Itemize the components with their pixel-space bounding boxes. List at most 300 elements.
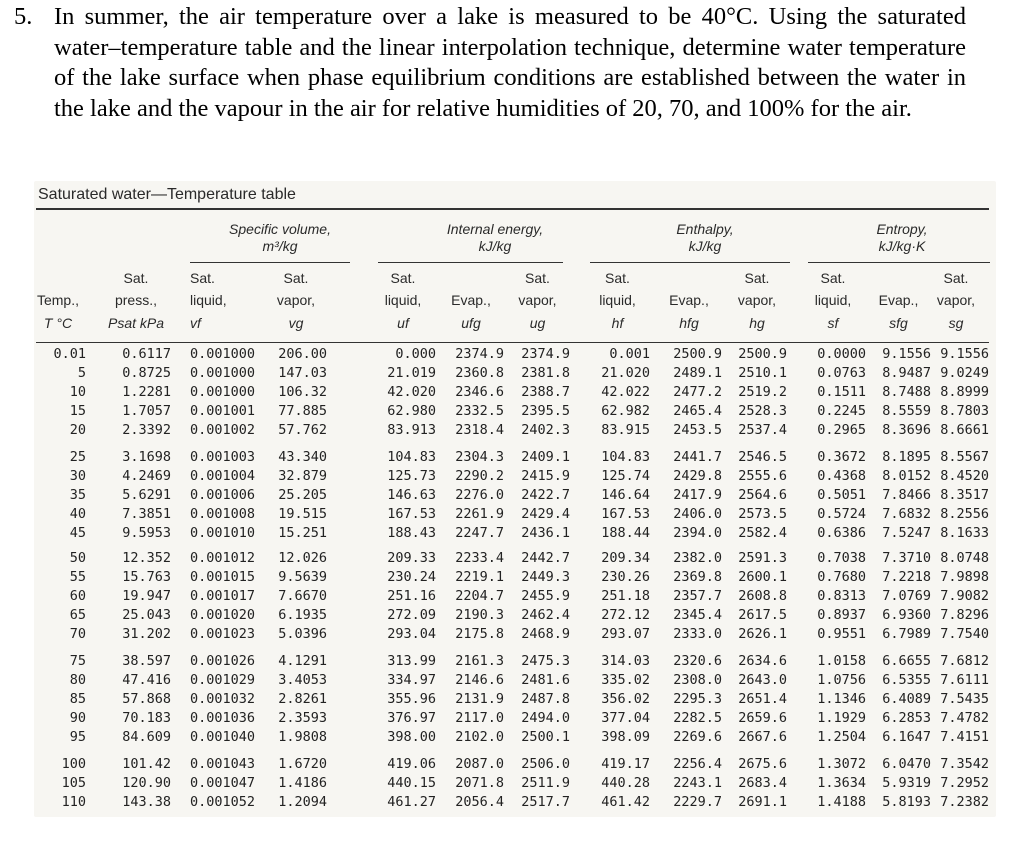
table-title: Saturated water—Temperature table — [38, 186, 296, 203]
table-cell: 0.001026 — [190, 653, 256, 669]
table-cell: 2056.4 — [455, 794, 504, 810]
table-cell: 7.9898 — [940, 569, 989, 585]
table-cell: 0.001004 — [190, 468, 256, 484]
column-header-2-line-3: vf — [190, 315, 201, 331]
column-header-2-line-1: Sat. — [190, 270, 215, 286]
table-cell: 8.7803 — [940, 403, 989, 419]
table-cell: 2517.7 — [521, 794, 570, 810]
table-cell: 2608.8 — [738, 588, 787, 604]
table-cell: 419.06 — [387, 756, 436, 772]
column-header-8-line-2: Evap., — [669, 292, 709, 308]
table-cell: 293.04 — [387, 626, 436, 642]
table-cell: 125.74 — [601, 468, 650, 484]
table-cell: 8.2556 — [940, 506, 989, 522]
table-row — [0, 729, 1024, 748]
table-cell: 2626.1 — [738, 626, 787, 642]
table-cell: 9.5953 — [122, 525, 171, 541]
table-cell: 2528.3 — [738, 403, 787, 419]
table-cell: 2332.5 — [455, 403, 504, 419]
table-cell: 7.5247 — [882, 525, 931, 541]
table-cell: 2374.9 — [521, 346, 570, 362]
table-cell: 2256.4 — [673, 756, 722, 772]
table-cell: 272.12 — [601, 607, 650, 623]
table-cell: 167.53 — [387, 506, 436, 522]
table-cell: 0.001029 — [190, 672, 256, 688]
table-cell: 0.001032 — [190, 691, 256, 707]
column-header-8-line-3: hfg — [679, 315, 699, 331]
table-cell: 25.043 — [122, 607, 171, 623]
table-cell: 2500.1 — [521, 729, 570, 745]
table-cell: 230.24 — [387, 569, 436, 585]
table-row — [0, 672, 1024, 691]
table-cell: 7.6812 — [940, 653, 989, 669]
table-cell: 2546.5 — [738, 449, 787, 465]
table-cell: 2409.1 — [521, 449, 570, 465]
table-cell: 2308.0 — [673, 672, 722, 688]
table-cell: 440.15 — [387, 775, 436, 791]
column-header-12-line-2: vapor, — [936, 292, 976, 308]
table-cell: 230.26 — [601, 569, 650, 585]
table-cell: 30 — [69, 468, 86, 484]
table-cell: 461.27 — [387, 794, 436, 810]
table-cell: 105 — [61, 775, 86, 791]
table-cell: 6.6655 — [882, 653, 931, 669]
table-cell: 0.6117 — [122, 346, 171, 362]
column-header-0-line-2: Temp., — [36, 292, 79, 308]
table-cell: 2659.6 — [738, 710, 787, 726]
table-cell: 335.02 — [601, 672, 650, 688]
table-cell: 206.00 — [278, 346, 327, 362]
table-cell: 0.001020 — [190, 607, 256, 623]
table-cell: 21.019 — [387, 365, 436, 381]
table-cell: 0.5724 — [817, 506, 866, 522]
table-cell: 2190.3 — [455, 607, 504, 623]
column-header-6-line-3: ug — [529, 315, 546, 331]
table-cell: 43.340 — [278, 449, 327, 465]
table-cell: 0.001 — [609, 346, 650, 362]
table-cell: 8.4520 — [940, 468, 989, 484]
table-cell: 57.868 — [122, 691, 171, 707]
table-cell: 8.0748 — [940, 550, 989, 566]
table-cell: 2417.9 — [673, 487, 722, 503]
table-cell: 104.83 — [387, 449, 436, 465]
table-cell: 8.0152 — [882, 468, 931, 484]
column-header-1-line-3: Psat kPa — [107, 315, 165, 331]
table-cell: 0.001000 — [190, 365, 256, 381]
table-cell: 9.5639 — [278, 569, 327, 585]
table-cell: 9.1556 — [882, 346, 931, 362]
table-cell: 0.8313 — [817, 588, 866, 604]
table-cell: 90 — [69, 710, 86, 726]
table-cell: 5.6291 — [122, 487, 171, 503]
table-cell: 35 — [69, 487, 86, 503]
table-cell: 8.6661 — [940, 422, 989, 438]
table-cell: 2643.0 — [738, 672, 787, 688]
table-cell: 0.001002 — [190, 422, 256, 438]
table-cell: 12.026 — [278, 550, 327, 566]
column-header-9-line-2: vapor, — [737, 292, 777, 308]
table-cell: 0.9551 — [817, 626, 866, 642]
table-cell: 110 — [61, 794, 86, 810]
table-cell: 2489.1 — [673, 365, 722, 381]
table-cell: 2506.0 — [521, 756, 570, 772]
table-cell: 15 — [69, 403, 86, 419]
table-cell: 7.6832 — [882, 506, 931, 522]
table-cell: 70 — [69, 626, 86, 642]
table-cell: 7.3851 — [122, 506, 171, 522]
table-row — [0, 384, 1024, 403]
table-cell: 0.001023 — [190, 626, 256, 642]
table-row — [0, 422, 1024, 441]
table-cell: 83.913 — [387, 422, 436, 438]
table-cell: 188.43 — [387, 525, 436, 541]
table-cell: 2582.4 — [738, 525, 787, 541]
table-cell: 2219.1 — [455, 569, 504, 585]
table-cell: 50 — [69, 550, 86, 566]
column-header-11-line-3: sfg — [889, 315, 908, 331]
table-cell: 2261.9 — [455, 506, 504, 522]
column-header-10-line-1: Sat. — [820, 270, 846, 286]
table-cell: 8.1895 — [882, 449, 931, 465]
table-cell: 95 — [69, 729, 86, 745]
table-cell: 334.97 — [387, 672, 436, 688]
table-cell: 2510.1 — [738, 365, 787, 381]
table-cell: 7.8466 — [882, 487, 931, 503]
table-cell: 2382.0 — [673, 550, 722, 566]
table-cell: 1.0158 — [817, 653, 866, 669]
table-cell: 2436.1 — [521, 525, 570, 541]
table-cell: 398.09 — [601, 729, 650, 745]
table-cell: 65 — [69, 607, 86, 623]
table-cell: 2519.2 — [738, 384, 787, 400]
table-row — [0, 691, 1024, 710]
table-cell: 143.38 — [122, 794, 171, 810]
table-cell: 7.2382 — [940, 794, 989, 810]
column-header-2-line-2: liquid, — [190, 292, 227, 308]
problem-number: 5. — [14, 3, 33, 30]
group-underline — [590, 262, 790, 263]
table-cell: 2675.6 — [738, 756, 787, 772]
column-header-3-line-2: vapor, — [276, 292, 316, 308]
table-cell: 0.001006 — [190, 487, 256, 503]
table-cell: 0.3672 — [817, 449, 866, 465]
table-cell: 2455.9 — [521, 588, 570, 604]
table-row — [0, 506, 1024, 525]
table-row — [0, 653, 1024, 672]
table-cell: 0.001036 — [190, 710, 256, 726]
table-cell: 251.18 — [601, 588, 650, 604]
table-cell: 7.3710 — [882, 550, 931, 566]
table-cell: 2441.7 — [673, 449, 722, 465]
table-cell: 209.33 — [387, 550, 436, 566]
table-cell: 32.879 — [278, 468, 327, 484]
table-cell: 7.7540 — [940, 626, 989, 642]
table-cell: 1.6720 — [278, 756, 327, 772]
table-cell: 6.7989 — [882, 626, 931, 642]
table-cell: 2388.7 — [521, 384, 570, 400]
table-cell: 2494.0 — [521, 710, 570, 726]
column-header-5-line-2: Evap., — [451, 292, 491, 308]
table-cell: 7.2952 — [940, 775, 989, 791]
table-cell: 60 — [69, 588, 86, 604]
table-cell: 0.6386 — [817, 525, 866, 541]
table-cell: 2394.0 — [673, 525, 722, 541]
table-cell: 2318.4 — [455, 422, 504, 438]
table-row — [0, 403, 1024, 422]
table-cell: 293.07 — [601, 626, 650, 642]
table-cell: 167.53 — [601, 506, 650, 522]
table-cell: 2555.6 — [738, 468, 787, 484]
table-cell: 2333.0 — [673, 626, 722, 642]
column-header-11-line-2: Evap., — [878, 292, 919, 308]
column-header-1-line-2: press., — [114, 292, 157, 308]
table-cell: 0.001047 — [190, 775, 256, 791]
table-cell: 8.3517 — [940, 487, 989, 503]
table-cell: 25 — [69, 449, 86, 465]
table-row — [0, 607, 1024, 626]
table-cell: 5.8193 — [882, 794, 931, 810]
table-cell: 20 — [69, 422, 86, 438]
table-cell: 21.020 — [601, 365, 650, 381]
table-cell: 2087.0 — [455, 756, 504, 772]
column-header-10-line-3: sf — [827, 315, 839, 331]
column-header-12-line-3: sg — [948, 315, 964, 331]
table-cell: 2.8261 — [278, 691, 327, 707]
table-cell: 12.352 — [122, 550, 171, 566]
table-cell: 251.16 — [387, 588, 436, 604]
table-cell: 2117.0 — [455, 710, 504, 726]
column-header-3-line-1: Sat. — [283, 270, 309, 286]
table-cell: 2406.0 — [673, 506, 722, 522]
table-cell: 1.2094 — [278, 794, 327, 810]
table-cell: 6.9360 — [882, 607, 931, 623]
group-underline — [808, 262, 990, 263]
table-cell: 2537.4 — [738, 422, 787, 438]
group-underline — [378, 262, 563, 263]
table-cell: 147.03 — [278, 365, 327, 381]
table-cell: 440.28 — [601, 775, 650, 791]
table-cell: 2475.3 — [521, 653, 570, 669]
table-cell: 0.8937 — [817, 607, 866, 623]
table-cell: 0.0763 — [817, 365, 866, 381]
column-header-7-line-2: liquid, — [599, 292, 636, 308]
table-cell: 4.1291 — [278, 653, 327, 669]
table-cell: 461.42 — [601, 794, 650, 810]
table-cell: 2487.8 — [521, 691, 570, 707]
table-cell: 2243.1 — [673, 775, 722, 791]
problem-statement — [14, 2, 966, 124]
table-cell: 1.0756 — [817, 672, 866, 688]
table-cell: 2683.4 — [738, 775, 787, 791]
table-cell: 1.1346 — [817, 691, 866, 707]
table-cell: 8.7488 — [882, 384, 931, 400]
table-cell: 2276.0 — [455, 487, 504, 503]
table-cell: 47.416 — [122, 672, 171, 688]
table-cell: 0.2245 — [817, 403, 866, 419]
table-cell: 83.915 — [601, 422, 650, 438]
table-cell: 377.04 — [601, 710, 650, 726]
table-cell: 7.2218 — [882, 569, 931, 585]
table-row — [0, 550, 1024, 569]
column-header-9-line-3: hg — [749, 315, 765, 331]
table-cell: 2462.4 — [521, 607, 570, 623]
table-cell: 2146.6 — [455, 672, 504, 688]
table-cell: 0.01 — [53, 346, 86, 362]
table-cell: 2345.4 — [673, 607, 722, 623]
table-cell: 0.001017 — [190, 588, 256, 604]
table-cell: 8.8999 — [940, 384, 989, 400]
table-cell: 0.001001 — [190, 403, 256, 419]
table-cell: 5 — [77, 365, 86, 381]
table-cell: 2233.4 — [455, 550, 504, 566]
table-row — [0, 365, 1024, 384]
table-row — [0, 775, 1024, 794]
table-row — [0, 487, 1024, 506]
table-cell: 356.02 — [601, 691, 650, 707]
group-enthalpy: Enthalpy, kJ/kg — [676, 221, 734, 254]
column-header-4-line-3: uf — [397, 315, 409, 331]
table-cell: 42.022 — [601, 384, 650, 400]
table-cell: 6.1647 — [882, 729, 931, 745]
table-cell: 0.2965 — [817, 422, 866, 438]
table-cell: 2564.6 — [738, 487, 787, 503]
table-cell: 62.980 — [387, 403, 436, 419]
table-cell: 9.1556 — [940, 346, 989, 362]
table-cell: 1.3072 — [817, 756, 866, 772]
table-cell: 2357.7 — [673, 588, 722, 604]
table-cell: 125.73 — [387, 468, 436, 484]
table-cell: 106.32 — [278, 384, 327, 400]
table-cell: 19.947 — [122, 588, 171, 604]
table-cell: 84.609 — [122, 729, 171, 745]
table-cell: 1.4186 — [278, 775, 327, 791]
table-cell: 101.42 — [122, 756, 171, 772]
table-cell: 313.99 — [387, 653, 436, 669]
column-header-7-line-3: hf — [611, 315, 624, 331]
table-cell: 42.020 — [387, 384, 436, 400]
table-cell: 2691.1 — [738, 794, 787, 810]
table-cell: 80 — [69, 672, 86, 688]
table-cell: 2290.2 — [455, 468, 504, 484]
table-cell: 2415.9 — [521, 468, 570, 484]
table-cell: 2320.6 — [673, 653, 722, 669]
table-cell: 8.9487 — [882, 365, 931, 381]
table-cell: 2360.8 — [455, 365, 504, 381]
table-row — [0, 756, 1024, 775]
table-cell: 2511.9 — [521, 775, 570, 791]
column-header-1-line-1: Sat. — [123, 270, 149, 286]
table-cell: 15.763 — [122, 569, 171, 585]
table-cell: 2465.4 — [673, 403, 722, 419]
table-cell: 7.0769 — [882, 588, 931, 604]
table-cell: 0.001043 — [190, 756, 256, 772]
table-cell: 7.6111 — [940, 672, 989, 688]
table-cell: 2449.3 — [521, 569, 570, 585]
table-cell: 2500.9 — [738, 346, 787, 362]
table-cell: 10 — [69, 384, 86, 400]
table-cell: 2634.6 — [738, 653, 787, 669]
table-cell: 7.8296 — [940, 607, 989, 623]
table-cell: 55 — [69, 569, 86, 585]
table-cell: 2617.5 — [738, 607, 787, 623]
table-row — [0, 449, 1024, 468]
table-cell: 62.982 — [601, 403, 650, 419]
table-cell: 15.251 — [278, 525, 327, 541]
group-specific-volume: Specific volume, m³/kg — [229, 221, 331, 254]
table-cell: 19.515 — [278, 506, 327, 522]
table-cell: 7.9082 — [940, 588, 989, 604]
table-cell: 57.762 — [278, 422, 327, 438]
table-cell: 40 — [69, 506, 86, 522]
title-underline — [36, 208, 989, 210]
table-cell: 0.0000 — [817, 346, 866, 362]
table-cell: 2229.7 — [673, 794, 722, 810]
table-cell: 1.1929 — [817, 710, 866, 726]
table-cell: 2442.7 — [521, 550, 570, 566]
table-cell: 0.001010 — [190, 525, 256, 541]
table-cell: 2.3593 — [278, 710, 327, 726]
table-cell: 3.4053 — [278, 672, 327, 688]
table-cell: 70.183 — [122, 710, 171, 726]
table-cell: 2481.6 — [521, 672, 570, 688]
table-cell: 419.17 — [601, 756, 650, 772]
table-cell: 6.5355 — [882, 672, 931, 688]
table-row — [0, 794, 1024, 813]
table-cell: 0.001000 — [190, 384, 256, 400]
table-cell: 6.4089 — [882, 691, 931, 707]
table-cell: 6.0470 — [882, 756, 931, 772]
table-cell: 398.00 — [387, 729, 436, 745]
table-row — [0, 468, 1024, 487]
table-cell: 6.1935 — [278, 607, 327, 623]
table-cell: 0.7680 — [817, 569, 866, 585]
table-cell: 1.7057 — [122, 403, 171, 419]
problem-text: In summer, the air temperature over a lake is measured to be 40°C. Using the saturated water–temperature table and the linear interpolation technique, determine water temperature of the lake surface when phase equilibrium conditions are established between the water in the lake and the vapour in the air for relative humidities of 20, 70, and 100% for the air. — [54, 3, 966, 122]
table-cell: 2500.9 — [673, 346, 722, 362]
table-cell: 2304.3 — [455, 449, 504, 465]
table-cell: 25.205 — [278, 487, 327, 503]
table-cell: 8.1633 — [940, 525, 989, 541]
table-cell: 77.885 — [278, 403, 327, 419]
table-cell: 2204.7 — [455, 588, 504, 604]
table-row — [0, 569, 1024, 588]
table-cell: 355.96 — [387, 691, 436, 707]
table-cell: 2381.8 — [521, 365, 570, 381]
table-cell: 2468.9 — [521, 626, 570, 642]
table-cell: 0.4368 — [817, 468, 866, 484]
table-cell: 2395.5 — [521, 403, 570, 419]
table-cell: 5.0396 — [278, 626, 327, 642]
table-cell: 376.97 — [387, 710, 436, 726]
table-cell: 0.001052 — [190, 794, 256, 810]
table-cell: 146.63 — [387, 487, 436, 503]
table-cell: 2295.3 — [673, 691, 722, 707]
table-cell: 2175.8 — [455, 626, 504, 642]
table-cell: 4.2469 — [122, 468, 171, 484]
table-cell: 2071.8 — [455, 775, 504, 791]
table-cell: 2667.6 — [738, 729, 787, 745]
table-cell: 1.9808 — [278, 729, 327, 745]
header-underline — [36, 342, 989, 343]
table-cell: 120.90 — [122, 775, 171, 791]
column-header-12-line-1: Sat. — [943, 270, 969, 286]
table-cell: 2429.8 — [673, 468, 722, 484]
table-cell: 7.4151 — [940, 729, 989, 745]
table-cell: 7.3542 — [940, 756, 989, 772]
table-cell: 2600.1 — [738, 569, 787, 585]
table-cell: 2651.4 — [738, 691, 787, 707]
table-cell: 2269.6 — [673, 729, 722, 745]
